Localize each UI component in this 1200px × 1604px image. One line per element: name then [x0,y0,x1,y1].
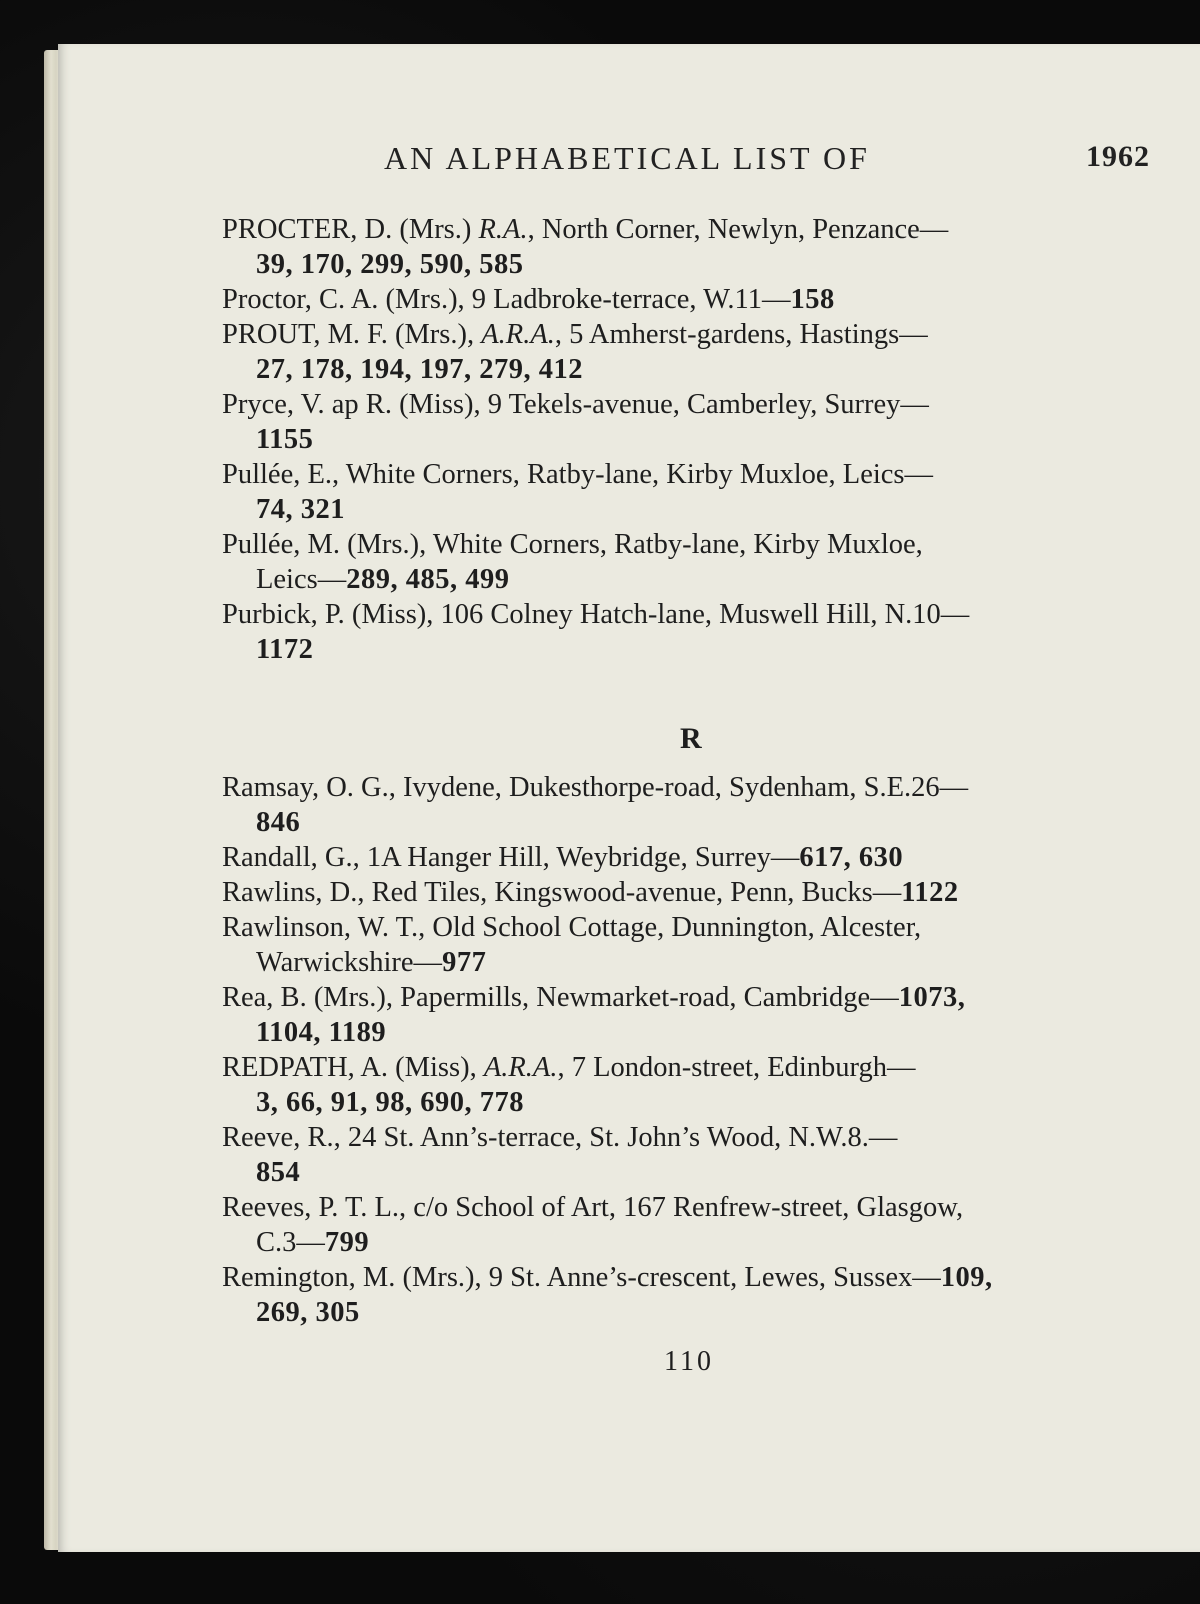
entry-line: Pullée, M. (Mrs.), White Corners, Ratby-lane, Kirby Muxloe, [222,529,923,560]
honour-abbrev: R.A. [478,214,528,245]
entry-line: Rawlins, D., Red Tiles, Kingswood-avenue, Penn, Bucks—1122 [222,877,959,908]
entry-line: Reeve, R., 24 St. Ann’s-terrace, St. John’s Wood, N.W.8.— [222,1122,898,1153]
catalogue-numbers: 846 [256,807,301,838]
list-item [222,1050,1156,1120]
entry-line: Warwickshire—977 [256,947,487,978]
list-item [222,875,1156,910]
catalogue-numbers: 3, 66, 91, 98, 690, 778 [256,1087,524,1118]
entry-line: Pullée, E., White Corners, Ratby-lane, Kirby Muxloe, Leics— [222,459,934,490]
entry-line: Purbick, P. (Miss), 106 Colney Hatch-lane, Muswell Hill, N.10— [222,599,970,630]
entry-line [222,492,1156,527]
catalogue-numbers: 1073, [898,982,966,1013]
entries-list-r [222,770,1156,1330]
entry-line: Leics—289, 485, 499 [256,564,510,595]
entry-line [222,1015,1156,1050]
list-item [222,597,1156,667]
catalogue-numbers: 109, [940,1262,993,1293]
entry-line: Randall, G., 1A Hanger Hill, Weybridge, Surrey—617, 630 [222,842,904,873]
entry-line [222,247,1156,282]
entry-line: REDPATH, A. (Miss), A.R.A., 7 London-street, Edinburgh— [222,1052,916,1083]
list-item [222,457,1156,527]
honour-abbrev: A.R.A. [483,1052,558,1083]
entry-line [222,632,1156,667]
catalogue-numbers: 39, 170, 299, 590, 585 [256,249,524,280]
catalogue-numbers: 1104, 1189 [256,1017,387,1048]
page-year: 1962 [1086,140,1150,173]
catalogue-numbers: 1155 [256,424,314,455]
page-number: 110 [664,1346,714,1377]
list-item [222,387,1156,457]
honour-abbrev: A.R.A. [481,319,555,350]
list-item [222,527,1156,597]
entry-line [222,1155,1156,1190]
catalogue-numbers: 977 [442,947,487,978]
catalogue-numbers: 289, 485, 499 [346,564,510,595]
entry-line: Reeves, P. T. L., c/o School of Art, 167 Renfrew-street, Glasgow, [222,1192,964,1223]
entry-line: PROUT, M. F. (Mrs.), A.R.A., 5 Amherst-gardens, Hastings— [222,319,928,350]
list-item [222,840,1156,875]
entry-line [222,422,1156,457]
list-item [222,1260,1156,1330]
list-item [222,282,1156,317]
catalogue-numbers: 799 [324,1227,370,1258]
list-item [222,770,1156,840]
entry-line: C.3—799 [256,1227,370,1258]
list-item [222,980,1156,1050]
entry-line: Remington, M. (Mrs.), 9 St. Anne’s-crescent, Lewes, Sussex—109, [222,1262,993,1293]
catalogue-numbers: 1172 [256,634,314,665]
list-item [222,910,1156,980]
list-item [222,212,1156,282]
entry-line [222,805,1156,840]
entry-line: Rea, B. (Mrs.), Papermills, Newmarket-road, Cambridge—1073, [222,982,966,1013]
catalogue-numbers: 854 [256,1157,301,1188]
catalogue-numbers: 269, 305 [256,1297,360,1328]
entry-line: Proctor, C. A. (Mrs.), 9 Ladbroke-terrace, W.11—158 [222,284,835,315]
entry-line: PROCTER, D. (Mrs.) R.A., North Corner, Newlyn, Penzance— [222,214,949,245]
entry-line [222,352,1156,387]
entry-line [222,1295,1156,1330]
catalogue-numbers: 1122 [901,877,959,908]
entry-line: Rawlinson, W. T., Old School Cottage, Dunnington, Alcester, [222,912,922,943]
section-letter: R [680,722,702,755]
entries-list-p [222,212,1156,667]
entry-line: Ramsay, O. G., Ivydene, Dukesthorpe-road, Sydenham, S.E.26— [222,772,969,803]
entry-line [222,1085,1156,1120]
list-item [222,1120,1156,1190]
list-item [222,1190,1156,1260]
catalogue-numbers: 74, 321 [256,494,345,525]
catalogue-numbers: 617, 630 [799,842,904,873]
catalogue-numbers: 158 [790,284,835,315]
running-head: AN ALPHABETICAL LIST OF [384,140,870,176]
entry-line: Pryce, V. ap R. (Miss), 9 Tekels-avenue, Camberley, Surrey— [222,389,929,420]
list-item [222,317,1156,387]
catalogue-numbers: 27, 178, 194, 197, 279, 412 [256,354,583,385]
